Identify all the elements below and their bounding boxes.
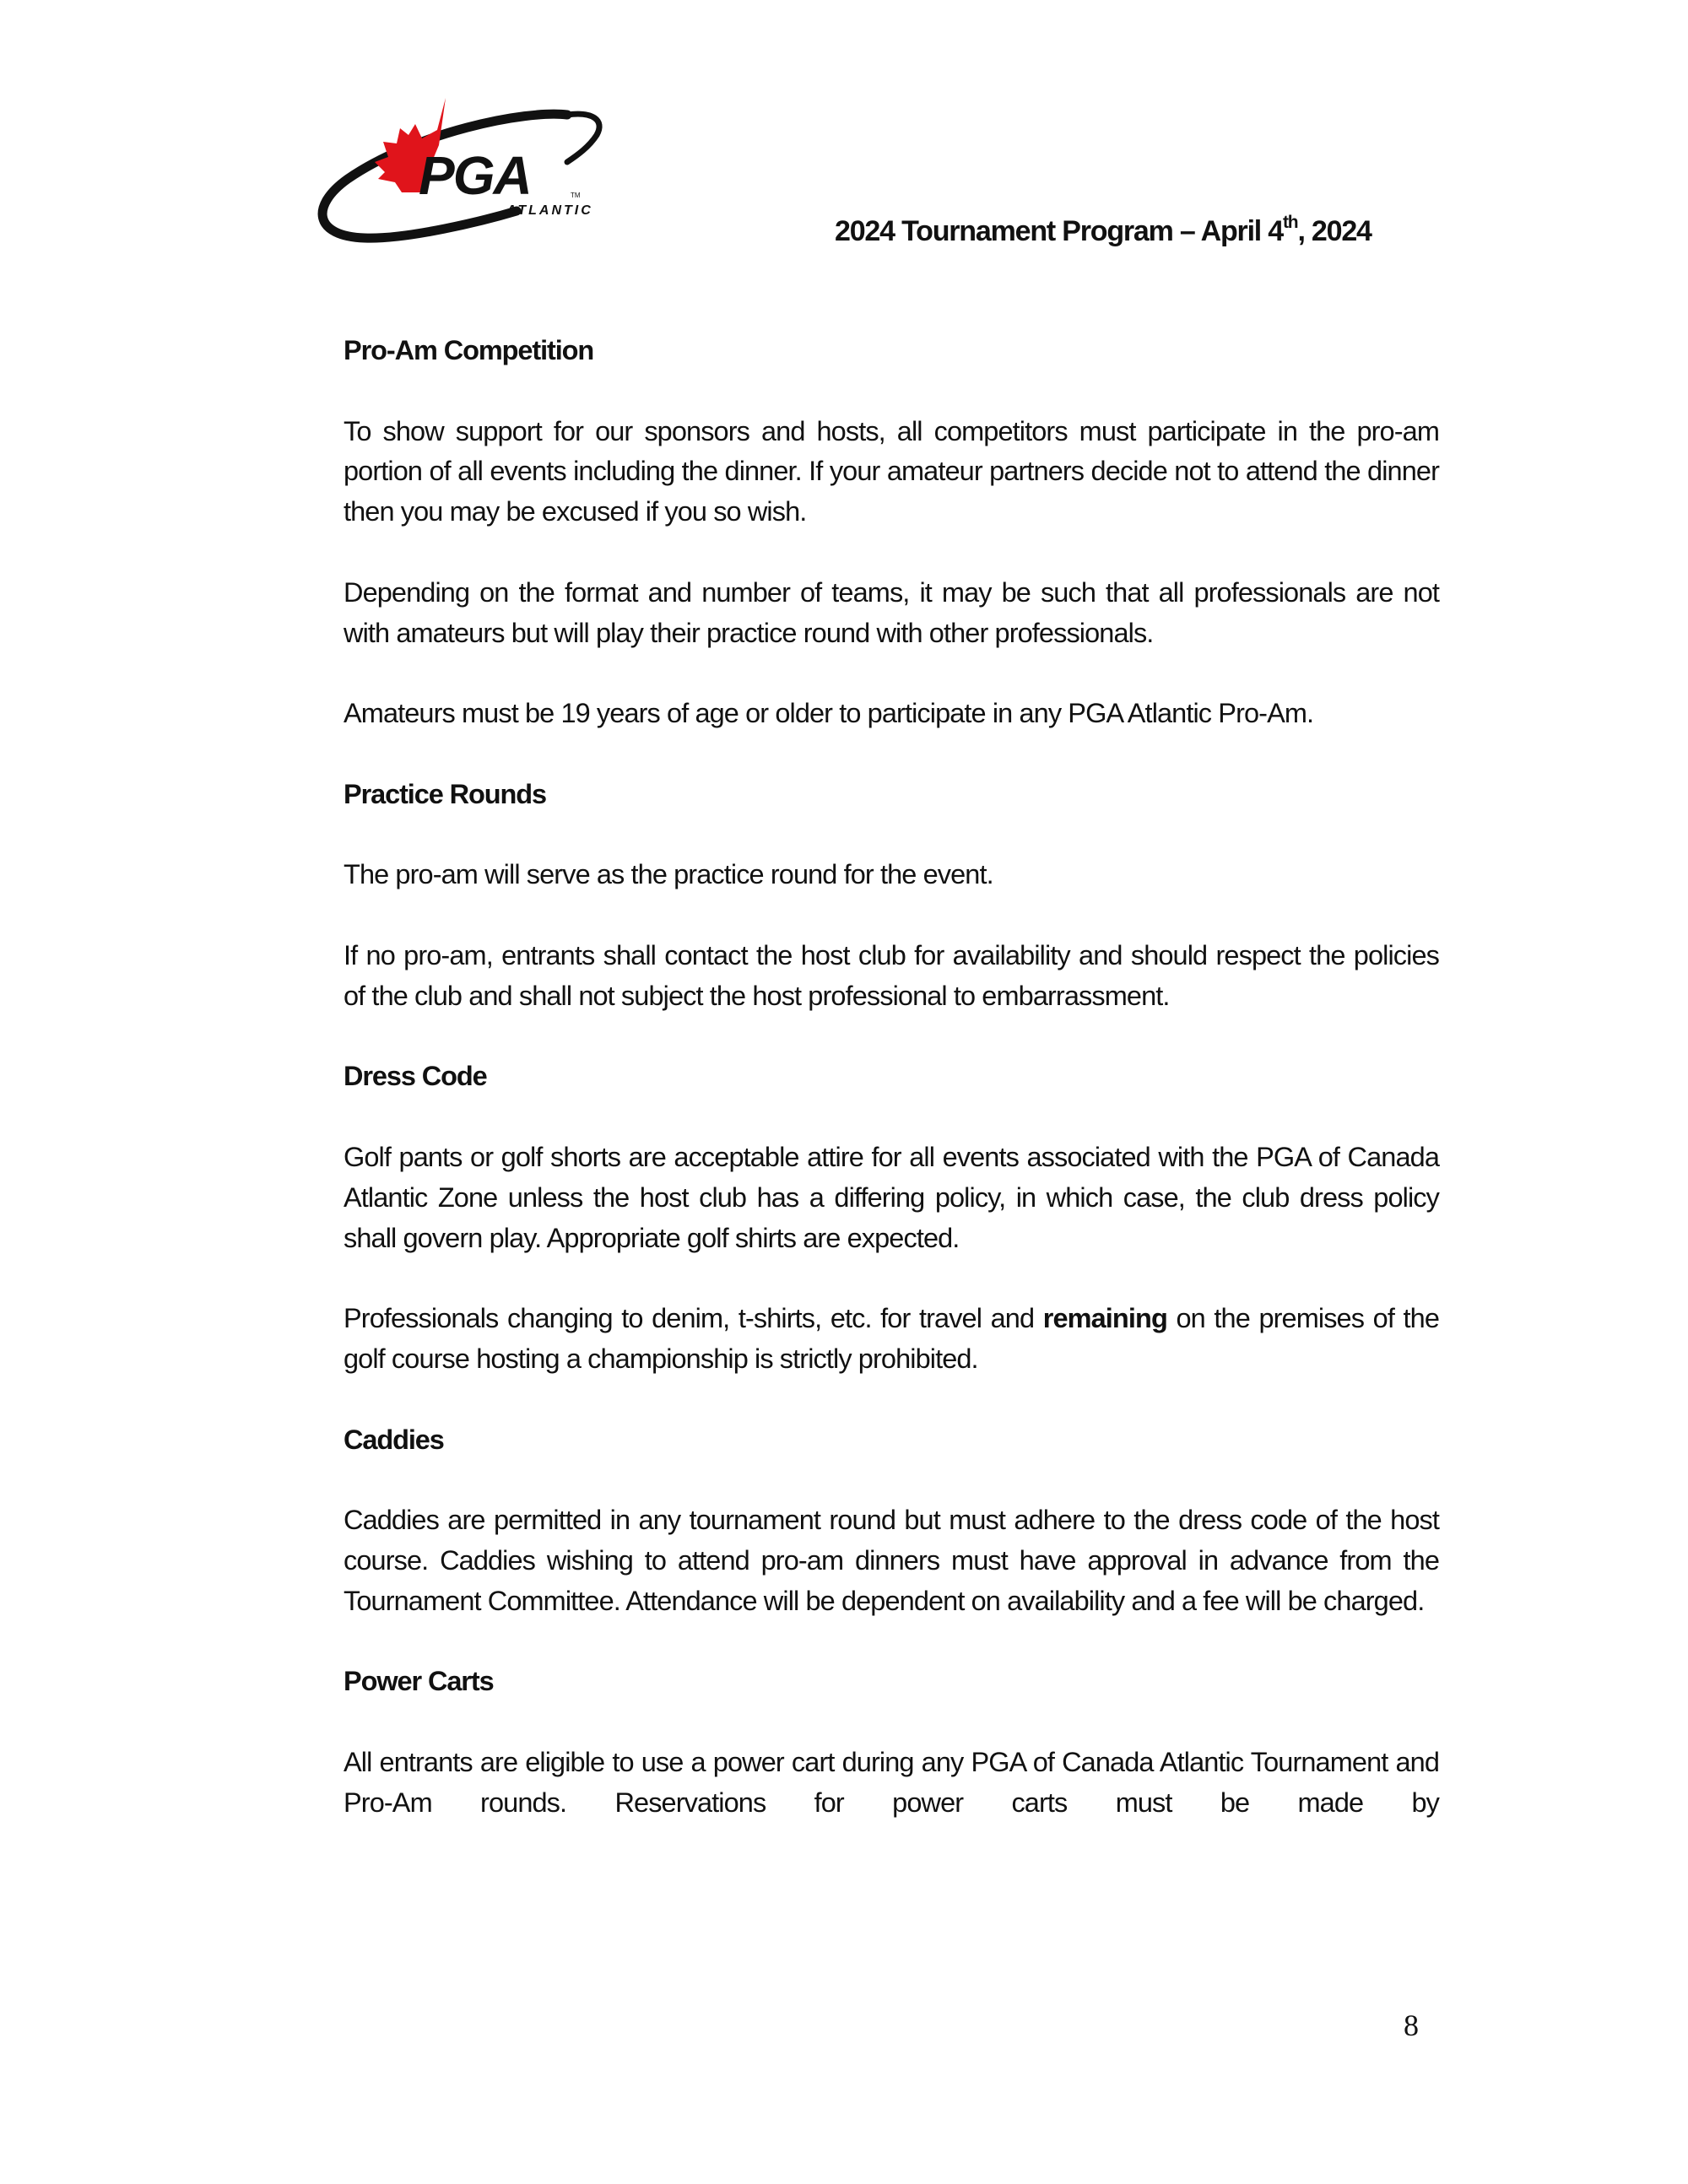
- logo-subtitle: ATLANTIC: [506, 203, 593, 218]
- section-heading-caddies: Caddies: [344, 1424, 444, 1455]
- logo-wordmark: PGA: [419, 145, 531, 206]
- text-run: on the premises of the golf course hosting a championship is strictly prohibited.: [344, 1303, 1440, 1374]
- header-title-superscript: th: [1283, 212, 1298, 232]
- paragraph: Amateurs must be 19 years of age or older to participate in any PGA Atlantic Pro-Am.: [344, 698, 1314, 729]
- paragraph: Caddies are permitted in any tournament round but must adhere to the dress code of the host course. Caddies wishing to attend pro-am dinners must have approval in advance from the Tournament Committee. Attendance will be dependent on availability and a fee will be charged.: [344, 1505, 1439, 1616]
- page-number: 8: [1404, 2008, 1419, 2042]
- svg-text:TM: TM: [571, 192, 581, 199]
- section-heading-practice-rounds: Practice Rounds: [344, 778, 546, 809]
- paragraph: The pro-am will serve as the practice round for the event.: [344, 859, 993, 890]
- header-title-text: 2024 Tournament Program – April 4: [835, 215, 1284, 247]
- paragraph: To show support for our sponsors and hosts, all competitors must participate in the pro-am portion of all events including the dinner. If your amateur partners decide not to attend the dinner then you may be excused if you so wish.: [344, 415, 1439, 527]
- section-heading-pro-am: Pro-Am Competition: [344, 335, 594, 365]
- paragraph: If no pro-am, entrants shall contact the host club for availability and should respect the policies of the club and shall not subject the host professional to embarrassment.: [344, 939, 1439, 1011]
- paragraph-with-emphasis: [344, 1299, 1439, 1380]
- pga-atlantic-logo-icon: [314, 95, 628, 245]
- pga-atlantic-logo: [314, 95, 628, 245]
- document-body: [344, 331, 1439, 1823]
- paragraph: Golf pants or golf shorts are acceptable attire for all events associated with the PGA of Canada Atlantic Zone unless the host club has a differing policy, in which case, the club dress policy shall govern play. Appropriate golf shirts are expected.: [344, 1141, 1439, 1253]
- header-title-year: , 2024: [1297, 215, 1372, 247]
- section-heading-dress-code: Dress Code: [344, 1061, 487, 1092]
- emphasis-text: remaining: [1042, 1303, 1167, 1334]
- section-heading-power-carts: Power Carts: [344, 1666, 494, 1697]
- page-header-title: [835, 214, 1442, 248]
- paragraph: All entrants are eligible to use a power cart during any PGA of Canada Atlantic Tournament and Pro-Am rounds. Reservations for power carts must be made by: [344, 1746, 1439, 1818]
- paragraph: Depending on the format and number of teams, it may be such that all professionals are not with amateurs but will play their practice round with other professionals.: [344, 576, 1439, 648]
- text-run: Professionals changing to denim, t-shirts, etc. for travel and: [344, 1303, 1043, 1334]
